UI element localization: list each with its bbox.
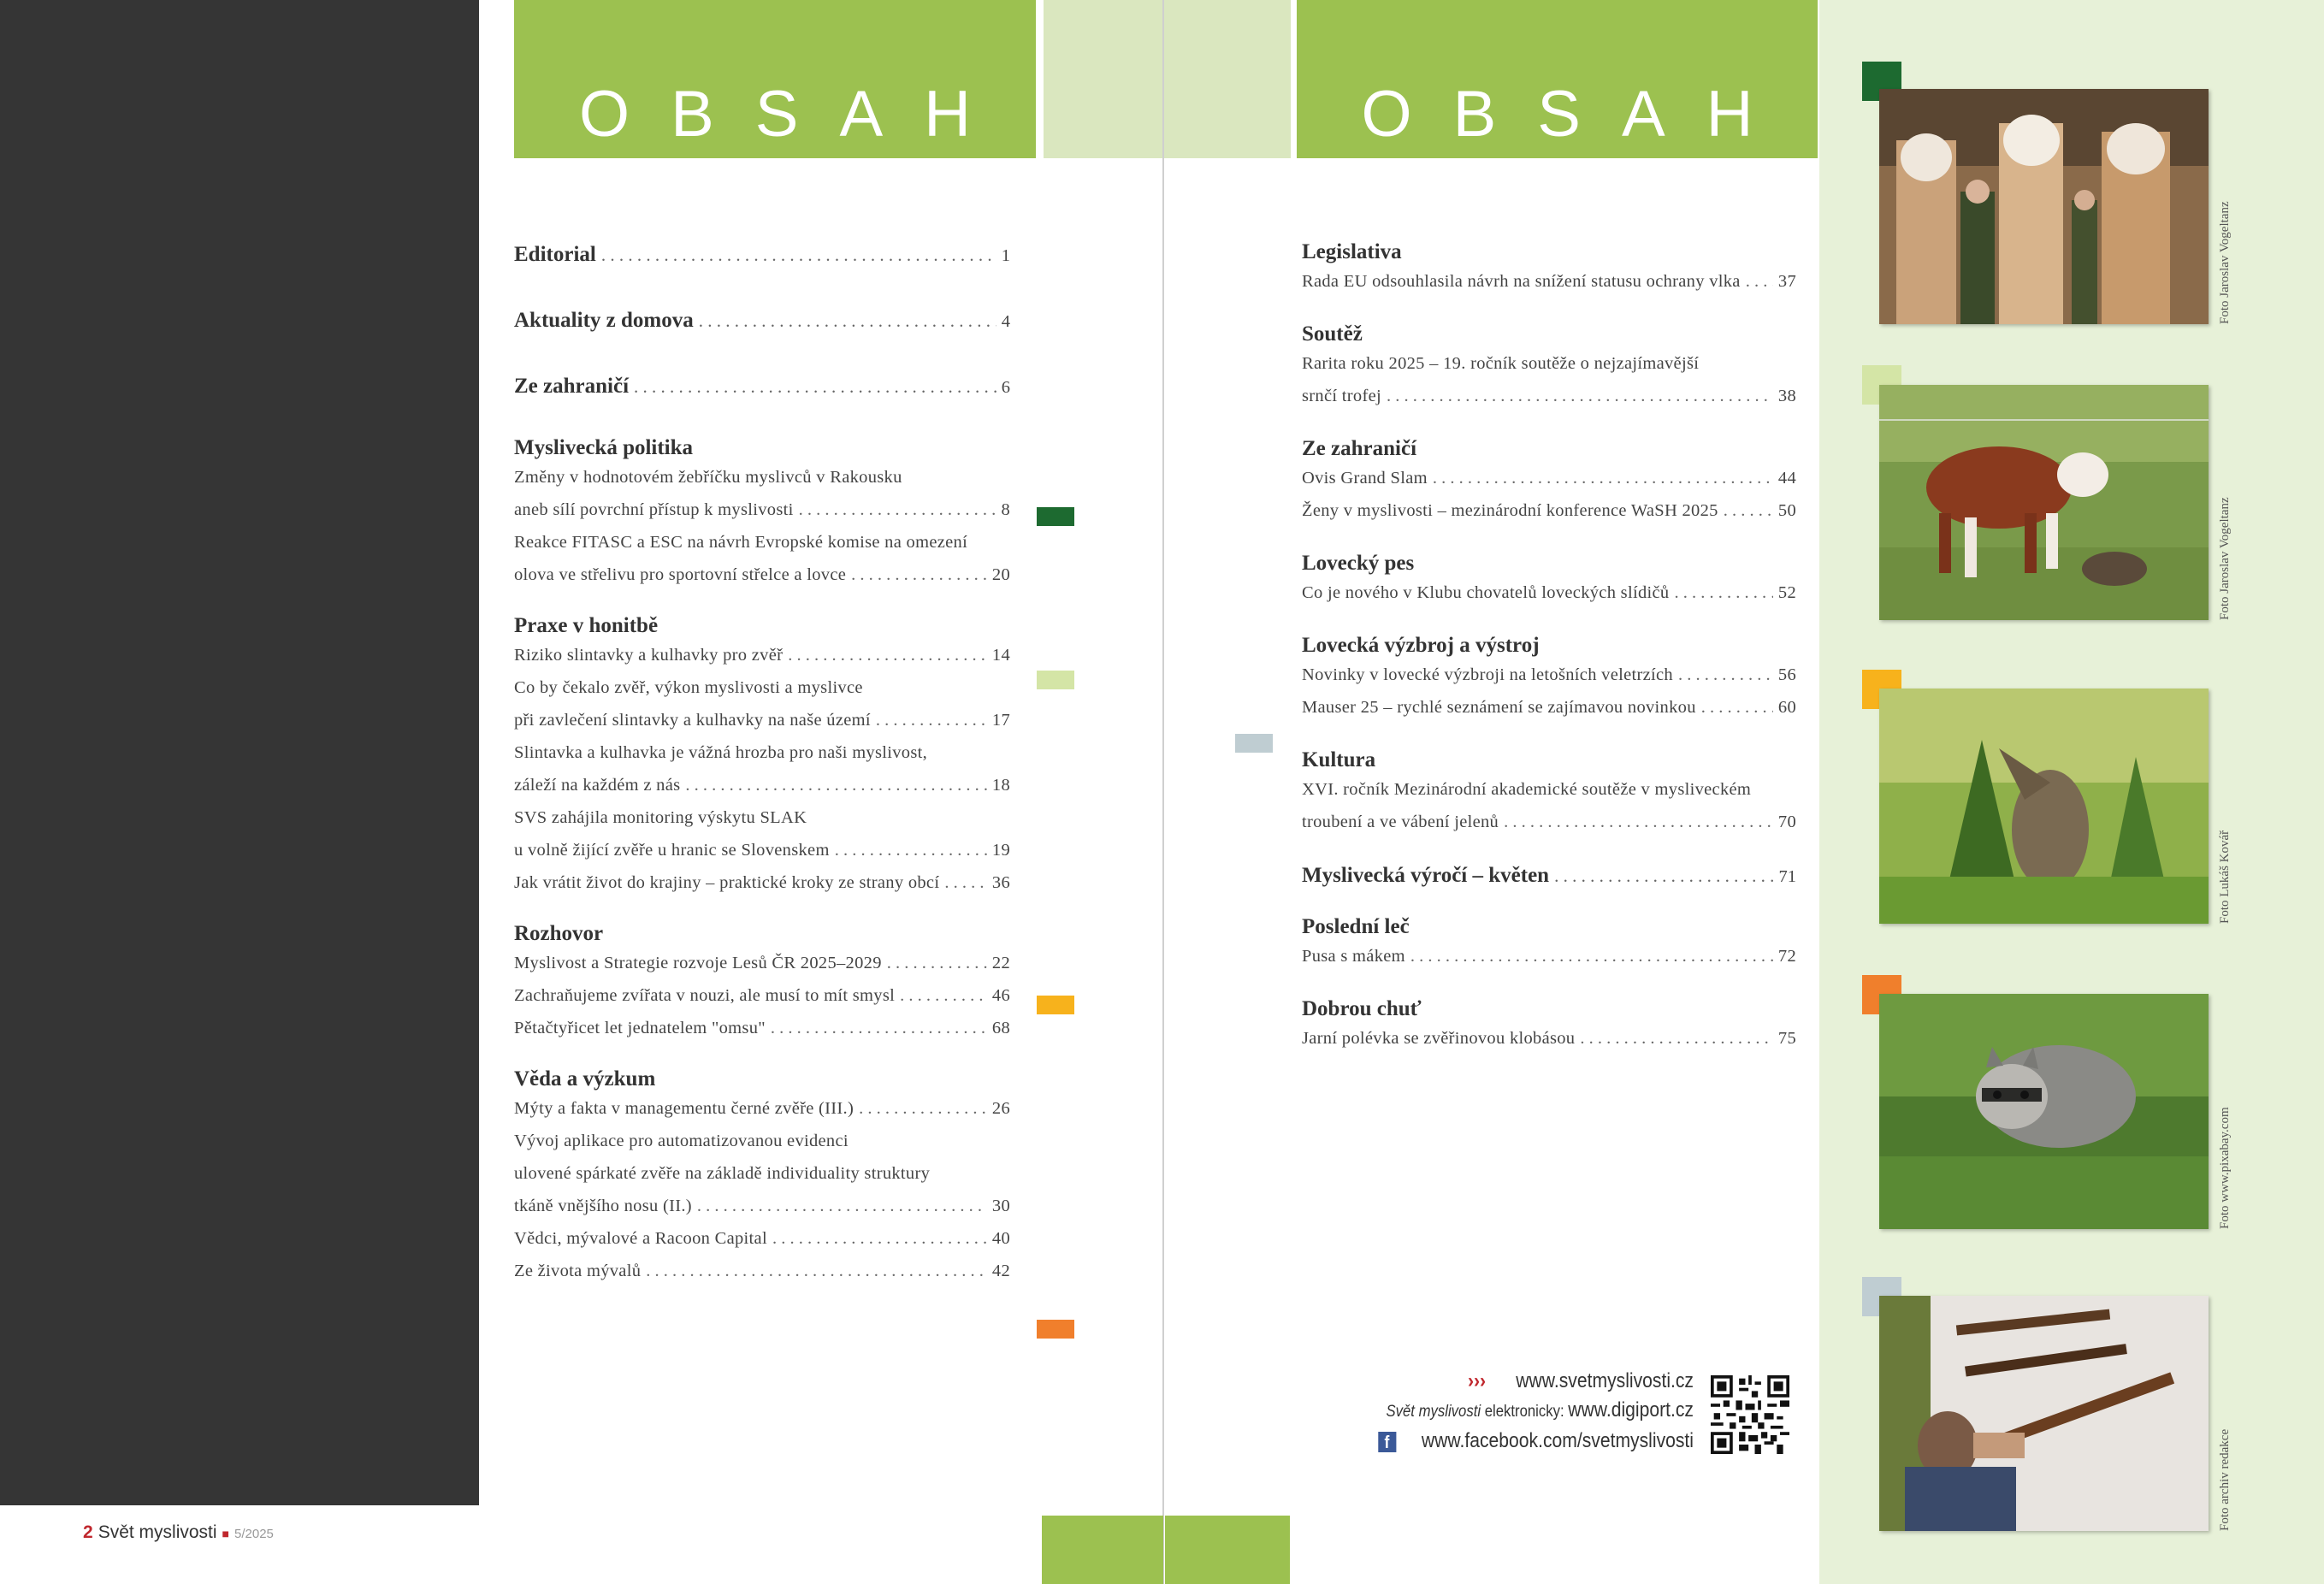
toc-line: Rada EU odsouhlasila návrh na snížení statusu ochrany vlka [1302,272,1741,291]
toc-page: 18 [991,776,1010,795]
toc-line: troubení a ve vábení jelenů [1302,813,1499,831]
leader-dots [1554,859,1773,893]
website-row[interactable] [1377,1367,1694,1396]
toc-entry[interactable] [1302,940,1796,972]
toc-entry[interactable] [514,559,1010,591]
toc-entry[interactable] [514,494,1010,526]
toc-page: 40 [991,1229,1010,1248]
toc-left [514,238,1010,1287]
toc-entry[interactable] [1302,462,1796,494]
section-heading: Poslední leč [1302,915,1410,938]
page-title-left: OBSAH [578,78,1013,151]
toc-page: 14 [991,646,1010,665]
photo-credit [2214,89,2236,324]
photo-credit-text: Foto Lukáš Kovář [2218,830,2232,924]
toc-entry[interactable] [514,1222,1010,1255]
toc-section-praxe [514,613,1010,899]
marker-green-light [1037,671,1074,689]
marker-green-dark [1037,507,1074,526]
leader-dots [1504,806,1773,838]
toc-entry[interactable] [514,1255,1010,1287]
toc-entry[interactable] [514,834,1010,866]
toc-page: 38 [1777,387,1796,405]
toc-entry[interactable] [1302,1022,1796,1055]
leader-dots [859,1092,987,1125]
photo-credit-text: Foto Jaroslav Vogeltanz [2218,497,2232,620]
marker-orange [1037,1320,1074,1339]
facebook-link[interactable]: www.facebook.com/svetmyslivosti [1421,1429,1694,1452]
toc-line: Riziko slintavky a kulhavky pro zvěř [514,646,784,665]
toc-line: Ze života mývalů [514,1262,642,1280]
leader-dots [697,1190,987,1222]
imprint-column [0,0,479,1505]
toc-line[interactable]: ulovené spárkaté zvěře na základě individuality struktury [514,1164,931,1183]
toc-line[interactable]: Reakce FITASC a ESC na návrh Evropské komise na omezení [514,533,968,552]
toc-page: 4 [1001,312,1010,331]
section-heading: Legislativa [1302,240,1402,263]
leader-dots [944,866,987,899]
toc-line: Myslivost a Strategie rozvoje Lesů ČR 2025–2029 [514,954,882,972]
toc-entry[interactable] [514,639,1010,671]
toc-page: 37 [1777,272,1796,291]
leader-dots [634,369,996,404]
section-heading: Kultura [1302,748,1376,771]
section-heading: Lovecká výzbroj a výstroj [1302,634,1540,657]
section-heading: Myslivecká politika [514,436,694,459]
leader-dots [1701,691,1773,724]
photo-credit-text: Foto archiv redakce [2218,1428,2232,1531]
toc-section-chut [1302,996,1796,1055]
digiport-mid: elektronicky: [1481,1403,1569,1421]
digiport-row[interactable] [1377,1396,1694,1427]
toc-line: olova ve střelivu pro sportovní střelce a lovce [514,565,847,584]
leader-dots [1387,380,1773,412]
toc-page: 17 [991,711,1010,730]
section-heading: Soutěž [1302,322,1363,346]
folio-dot-icon: ■ [222,1527,230,1540]
photo-credit [2214,385,2236,620]
leader-dots [1674,576,1772,609]
toc-entry[interactable] [1302,659,1796,691]
toc-entry[interactable] [1302,494,1796,527]
trophies-image [1879,89,2209,324]
leader-dots [1410,940,1773,972]
toc-entry[interactable] [1302,806,1796,838]
section-heading: Rozhovor [514,922,604,945]
header-left [514,0,1036,158]
raccoon-image [1879,994,2209,1229]
toc-line: aneb sílí povrchní přístup k myslivosti [514,500,794,519]
marker-yellow [1037,996,1074,1014]
toc-line: Ovis Grand Slam [1302,469,1428,488]
section-heading: Ze zahraničí [1302,437,1417,460]
header-center-block [1044,0,1291,158]
toc-section-kultura [1302,748,1796,838]
toc-page: 52 [1777,583,1796,602]
leader-dots [685,769,986,801]
toc-page: 8 [1001,500,1010,519]
folio-issue: 5/2025 [234,1527,274,1541]
toc-entry[interactable] [514,866,1010,899]
leader-dots [646,1255,987,1287]
leader-dots [1678,659,1773,691]
toc-line: Pětačtyřicet let jednatelem "omsu" [514,1019,766,1037]
toc-line[interactable]: Slintavka a kulhavka je vážná hrozba pro naši myslivost, [514,743,928,762]
facebook-row[interactable] [1377,1427,1694,1456]
folio-magazine-name: Svět myslivosti [98,1522,217,1542]
photo-credit [2214,689,2236,924]
photo-credit-text: Foto Jaroslav Vogeltanz [2218,201,2232,324]
leader-dots [887,947,987,979]
toc-title: Aktuality z domova [514,309,694,332]
toc-page: 42 [991,1262,1010,1280]
toc-entry-vyroci[interactable] [1302,859,1796,894]
photo-rifles [1879,1296,2209,1531]
toc-line: Zachraňujeme zvířata v nouzi, ale musí to mít smysl [514,986,896,1005]
toc-entry[interactable] [1302,380,1796,412]
toc-section-politika [514,435,1010,591]
footer-green-block [1042,1516,1163,1584]
toc-title: Editorial [514,243,596,266]
photo-calf [1879,385,2209,620]
toc-section-pes [1302,551,1796,609]
toc-line: Jarní polévka se zvěřinovou klobásou [1302,1029,1576,1048]
leader-dots [1580,1022,1773,1055]
toc-line: srnčí trofej [1302,387,1381,405]
toc-section-veda [514,1067,1010,1287]
qr-code-icon[interactable] [1711,1375,1789,1454]
toc-entry[interactable] [514,769,1010,801]
toc-line[interactable]: XVI. ročník Mezinárodní akademické soutěže v mysliveckém [1302,780,1752,799]
toc-entry[interactable] [1302,691,1796,724]
toc-line[interactable]: Změny v hodnotovém žebříčku myslivců v Rakousku [514,468,902,487]
toc-page: 71 [1778,867,1796,886]
deer-image [1879,689,2209,924]
toc-title: Ze zahraničí [514,375,630,398]
toc-line[interactable]: SVS zahájila monitoring výskytu SLAK [514,808,807,827]
toc-line: tkáně vnějšího nosu (II.) [514,1197,692,1215]
section-heading: Lovecký pes [1302,552,1415,575]
toc-page: 22 [991,954,1010,972]
toc-section-rozhovor [514,921,1010,1044]
toc-entry[interactable] [514,704,1010,736]
page-number: 2 [83,1522,93,1542]
spine-divider [1162,0,1164,1584]
leader-dots [601,238,996,272]
toc-line: Novinky v lovecké výzbroji na letošních veletrzích [1302,665,1673,684]
photo-deer [1879,689,2209,924]
toc-page: 36 [991,873,1010,892]
toc-entry[interactable] [514,947,1010,979]
photo-raccoon [1879,994,2209,1229]
toc-line: Co je nového v Klubu chovatelů loveckých slídičů [1302,583,1670,602]
photo-credit [2214,994,2236,1229]
toc-section-vyzbroj [1302,633,1796,724]
toc-page: 70 [1777,813,1796,831]
toc-line: Vědci, mývalové a Racoon Capital [514,1229,767,1248]
leader-dots [699,304,996,338]
arrows-icon: ››› [1467,1369,1487,1392]
toc-line[interactable]: Vývoj aplikace pro automatizovanou evidenci [514,1132,849,1150]
toc-entry-domov[interactable] [514,304,1010,339]
toc-line: Pusa s mákem [1302,947,1405,966]
leader-dots [851,559,987,591]
toc-line: Ženy v myslivosti – mezinárodní konference WaSH 2025 [1302,501,1718,520]
toc-page: 46 [991,986,1010,1005]
toc-section-zahranici [1302,436,1796,527]
toc-line: při zavlečení slintavky a kulhavky na naše území [514,711,871,730]
leader-dots [1433,462,1773,494]
facebook-icon: f [1378,1432,1396,1452]
toc-entry[interactable] [1302,265,1796,298]
toc-page: 26 [991,1099,1010,1118]
toc-line[interactable]: Rarita roku 2025 – 19. ročník soutěže o nejzajímavější [1302,354,1700,373]
toc-page: 1 [1001,246,1010,265]
toc-entry[interactable] [514,1190,1010,1222]
toc-page: 56 [1777,665,1796,684]
toc-line: Mauser 25 – rychlé seznámení se zajímavou novinkou [1302,698,1696,717]
section-heading: Praxe v honitbě [514,614,659,637]
digiport-label: Svět myslivosti [1386,1403,1481,1421]
toc-title: Myslivecká výročí – květen [1302,864,1550,887]
toc-page: 72 [1777,947,1796,966]
toc-page: 60 [1777,698,1796,717]
leader-dots [788,639,987,671]
toc-page: 75 [1777,1029,1796,1048]
leader-dots [799,494,996,526]
leader-dots [771,1012,987,1044]
toc-line: Mýty a fakta v managementu černé zvěře (III.) [514,1099,854,1118]
toc-page: 68 [991,1019,1010,1037]
photo-credit-text: Foto www.pixabay.com [2218,1107,2232,1229]
toc-entry[interactable] [514,1092,1010,1125]
contacts-block [1334,1367,1694,1456]
footer-green-block [1165,1516,1290,1584]
toc-entry-editorial[interactable] [514,238,1010,273]
toc-entry-zahranici[interactable] [514,369,1010,405]
section-heading: Dobrou chuť [1302,997,1422,1020]
leader-dots [772,1222,987,1255]
toc-section-legislativa [1302,239,1796,298]
toc-entry[interactable] [514,1012,1010,1044]
toc-section-soutez [1302,322,1796,412]
calf-image [1879,385,2209,620]
toc-line: Jak vrátit život do krajiny – praktické kroky ze strany obcí [514,873,940,892]
toc-section-lec [1302,914,1796,972]
toc-page: 20 [991,565,1010,584]
photo-credit [2214,1296,2236,1531]
rifles-image [1879,1296,2209,1531]
leader-dots [1746,265,1773,298]
leader-dots [835,834,987,866]
toc-page: 19 [991,841,1010,860]
toc-line: záleží na každém z nás [514,776,681,795]
website-link[interactable]: www.svetmyslivosti.cz [1516,1369,1694,1392]
toc-entry[interactable] [1302,576,1796,609]
toc-page: 6 [1001,378,1010,397]
toc-page: 30 [991,1197,1010,1215]
leader-dots [876,704,987,736]
toc-page: 44 [1777,469,1796,488]
toc-line[interactable]: Co by čekalo zvěř, výkon myslivosti a myslivce [514,678,863,697]
header-right [1297,0,1818,158]
digiport-link[interactable]: www.digiport.cz [1568,1398,1694,1421]
section-heading: Věda a výzkum [514,1067,656,1090]
page-folio [83,1522,274,1543]
toc-entry[interactable] [514,979,1010,1012]
toc-page: 50 [1777,501,1796,520]
toc-right [1302,239,1796,1055]
leader-dots [1724,494,1773,527]
photo-trophies [1879,89,2209,324]
toc-line: u volně žijící zvěře u hranic se Slovenskem [514,841,830,860]
leader-dots [900,979,987,1012]
page-title-right: OBSAH [1361,78,1795,151]
marker-grey [1235,734,1273,753]
